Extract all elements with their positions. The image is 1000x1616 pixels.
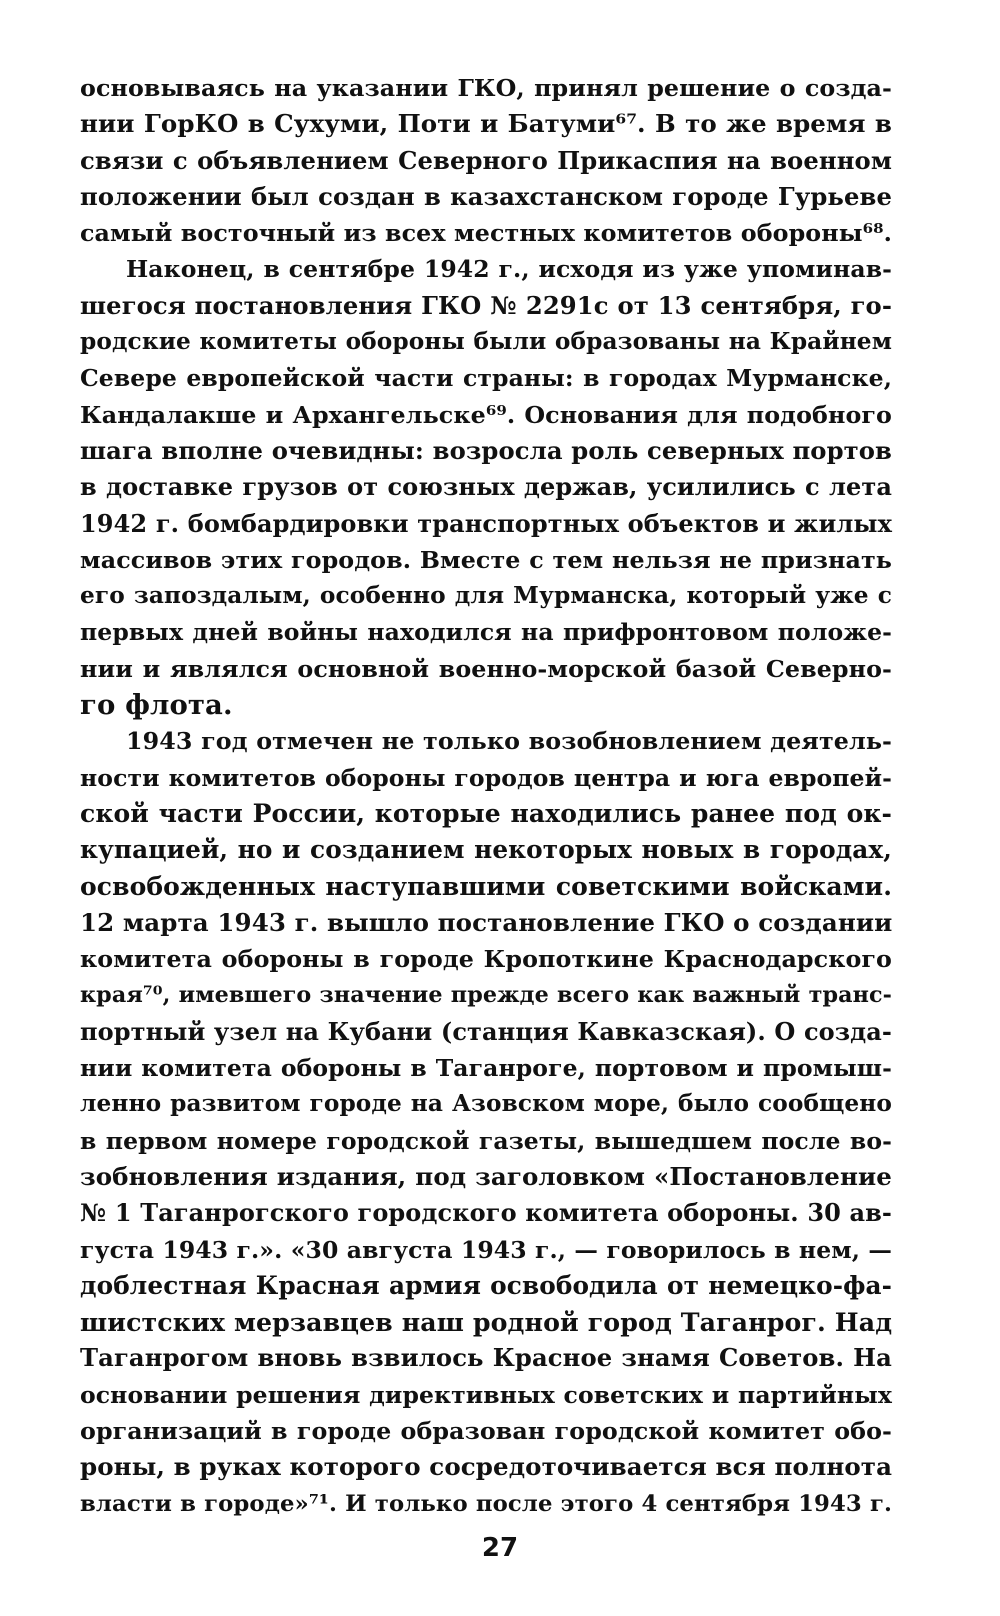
text-line: купацией, но и созданием некоторых новых в городах,: [80, 835, 892, 865]
text-line: № 1 Таганрогского городского комитета обороны. 30 ав-: [80, 1198, 892, 1228]
text-line: 12 марта 1943 г. вышло постановление ГКО о создании: [80, 907, 893, 937]
text-line: родские комитеты обороны были образованы на Крайнем: [80, 328, 892, 356]
text-line: ности комитетов обороны городов центра и юга европей-: [80, 763, 892, 792]
text-line: роны, в руках которого сосредоточивается вся полнота: [80, 1452, 893, 1482]
text-line: комитета обороны в городе Кропоткине Краснодарского: [80, 945, 892, 974]
text-line: его запоздалым, особенно для Мурманска, который уже с: [80, 582, 892, 610]
text-line: Таганрогом вновь взвилось Красное знамя Советов. На: [80, 1343, 892, 1373]
text-line: власти в городе»⁷¹. И только после этого 4 сентября 1943 г.: [80, 1490, 892, 1517]
body-text: [80, 70, 892, 1522]
text-line: нии комитета обороны в Таганроге, портовом и промыш-: [80, 1054, 892, 1083]
text-line: ленно развитом городе на Азовском море, было сообщено: [80, 1090, 892, 1118]
text-line: основании решения директивных советских и партийных: [80, 1380, 892, 1409]
text-line: Кандалакше и Архангельске⁶⁹. Основания для подобного: [80, 400, 892, 429]
text-line: густа 1943 г.». «30 августа 1943 г., — говорилось в нем, —: [80, 1235, 892, 1264]
text-line: шегося постановления ГКО № 2291с от 13 сентября, го-: [80, 290, 892, 320]
text-line: связи с объявлением Северного Прикаспия на военном: [80, 145, 892, 175]
text-line: нии и являлся основной военно-морской базой Северно-: [80, 654, 892, 683]
text-line: в доставке грузов от союзных держав, усилились с лета: [80, 472, 892, 502]
text-line: нии ГорКО в Сухуми, Поти и Батуми⁶⁷. В то же время в: [80, 109, 892, 139]
text-line: края⁷⁰, имевшего значение прежде всего как важный транс-: [80, 982, 892, 1009]
text-line: освобожденных наступавшими советскими войсками.: [80, 871, 892, 901]
text-line: массивов этих городов. Вместе с тем нельзя не признать: [80, 545, 892, 574]
text-line: самый восточный из всех местных комитетов обороны⁶⁸.: [80, 219, 892, 248]
text-line: в первом номере городской газеты, вышедшем после во-: [80, 1126, 892, 1155]
paragraph-start-line: Наконец, в сентябре 1942 г., исходя из уже упоминав-: [126, 255, 892, 284]
text-line: Севере европейской части страны: в городах Мурманске,: [80, 364, 892, 393]
text-line: первых дней войны находился на прифронтовом положе-: [80, 618, 892, 647]
text-line: шистских мерзавцев наш родной город Таганрог. Над: [80, 1307, 893, 1338]
text-line: положении был создан в казахстанском городе Гурьеве: [80, 181, 892, 211]
page-number: 27: [481, 1533, 519, 1563]
paragraph-start-line: 1943 год отмечен не только возобновлением деятель-: [126, 727, 892, 756]
text-line: основываясь на указании ГКО, принял решение о созда-: [80, 74, 892, 102]
text-line: доблестная Красная армия освободила от немецко-фа-: [80, 1270, 892, 1300]
text-line: организаций в городе образован городской комитет обо-: [80, 1416, 892, 1445]
text-line: зобновления издания, под заголовком «Постановление: [80, 1161, 892, 1191]
text-line: 1942 г. бомбардировки транспортных объектов и жилых: [80, 508, 892, 538]
text-line: портный узел на Кубани (станция Кавказская). О созда-: [80, 1016, 892, 1046]
text-line: шага вполне очевидны: возросла роль северных портов: [80, 435, 892, 465]
paragraph-end-line: го флота.: [80, 689, 233, 722]
text-line: ской части России, которые находились ранее под ок-: [80, 798, 892, 828]
